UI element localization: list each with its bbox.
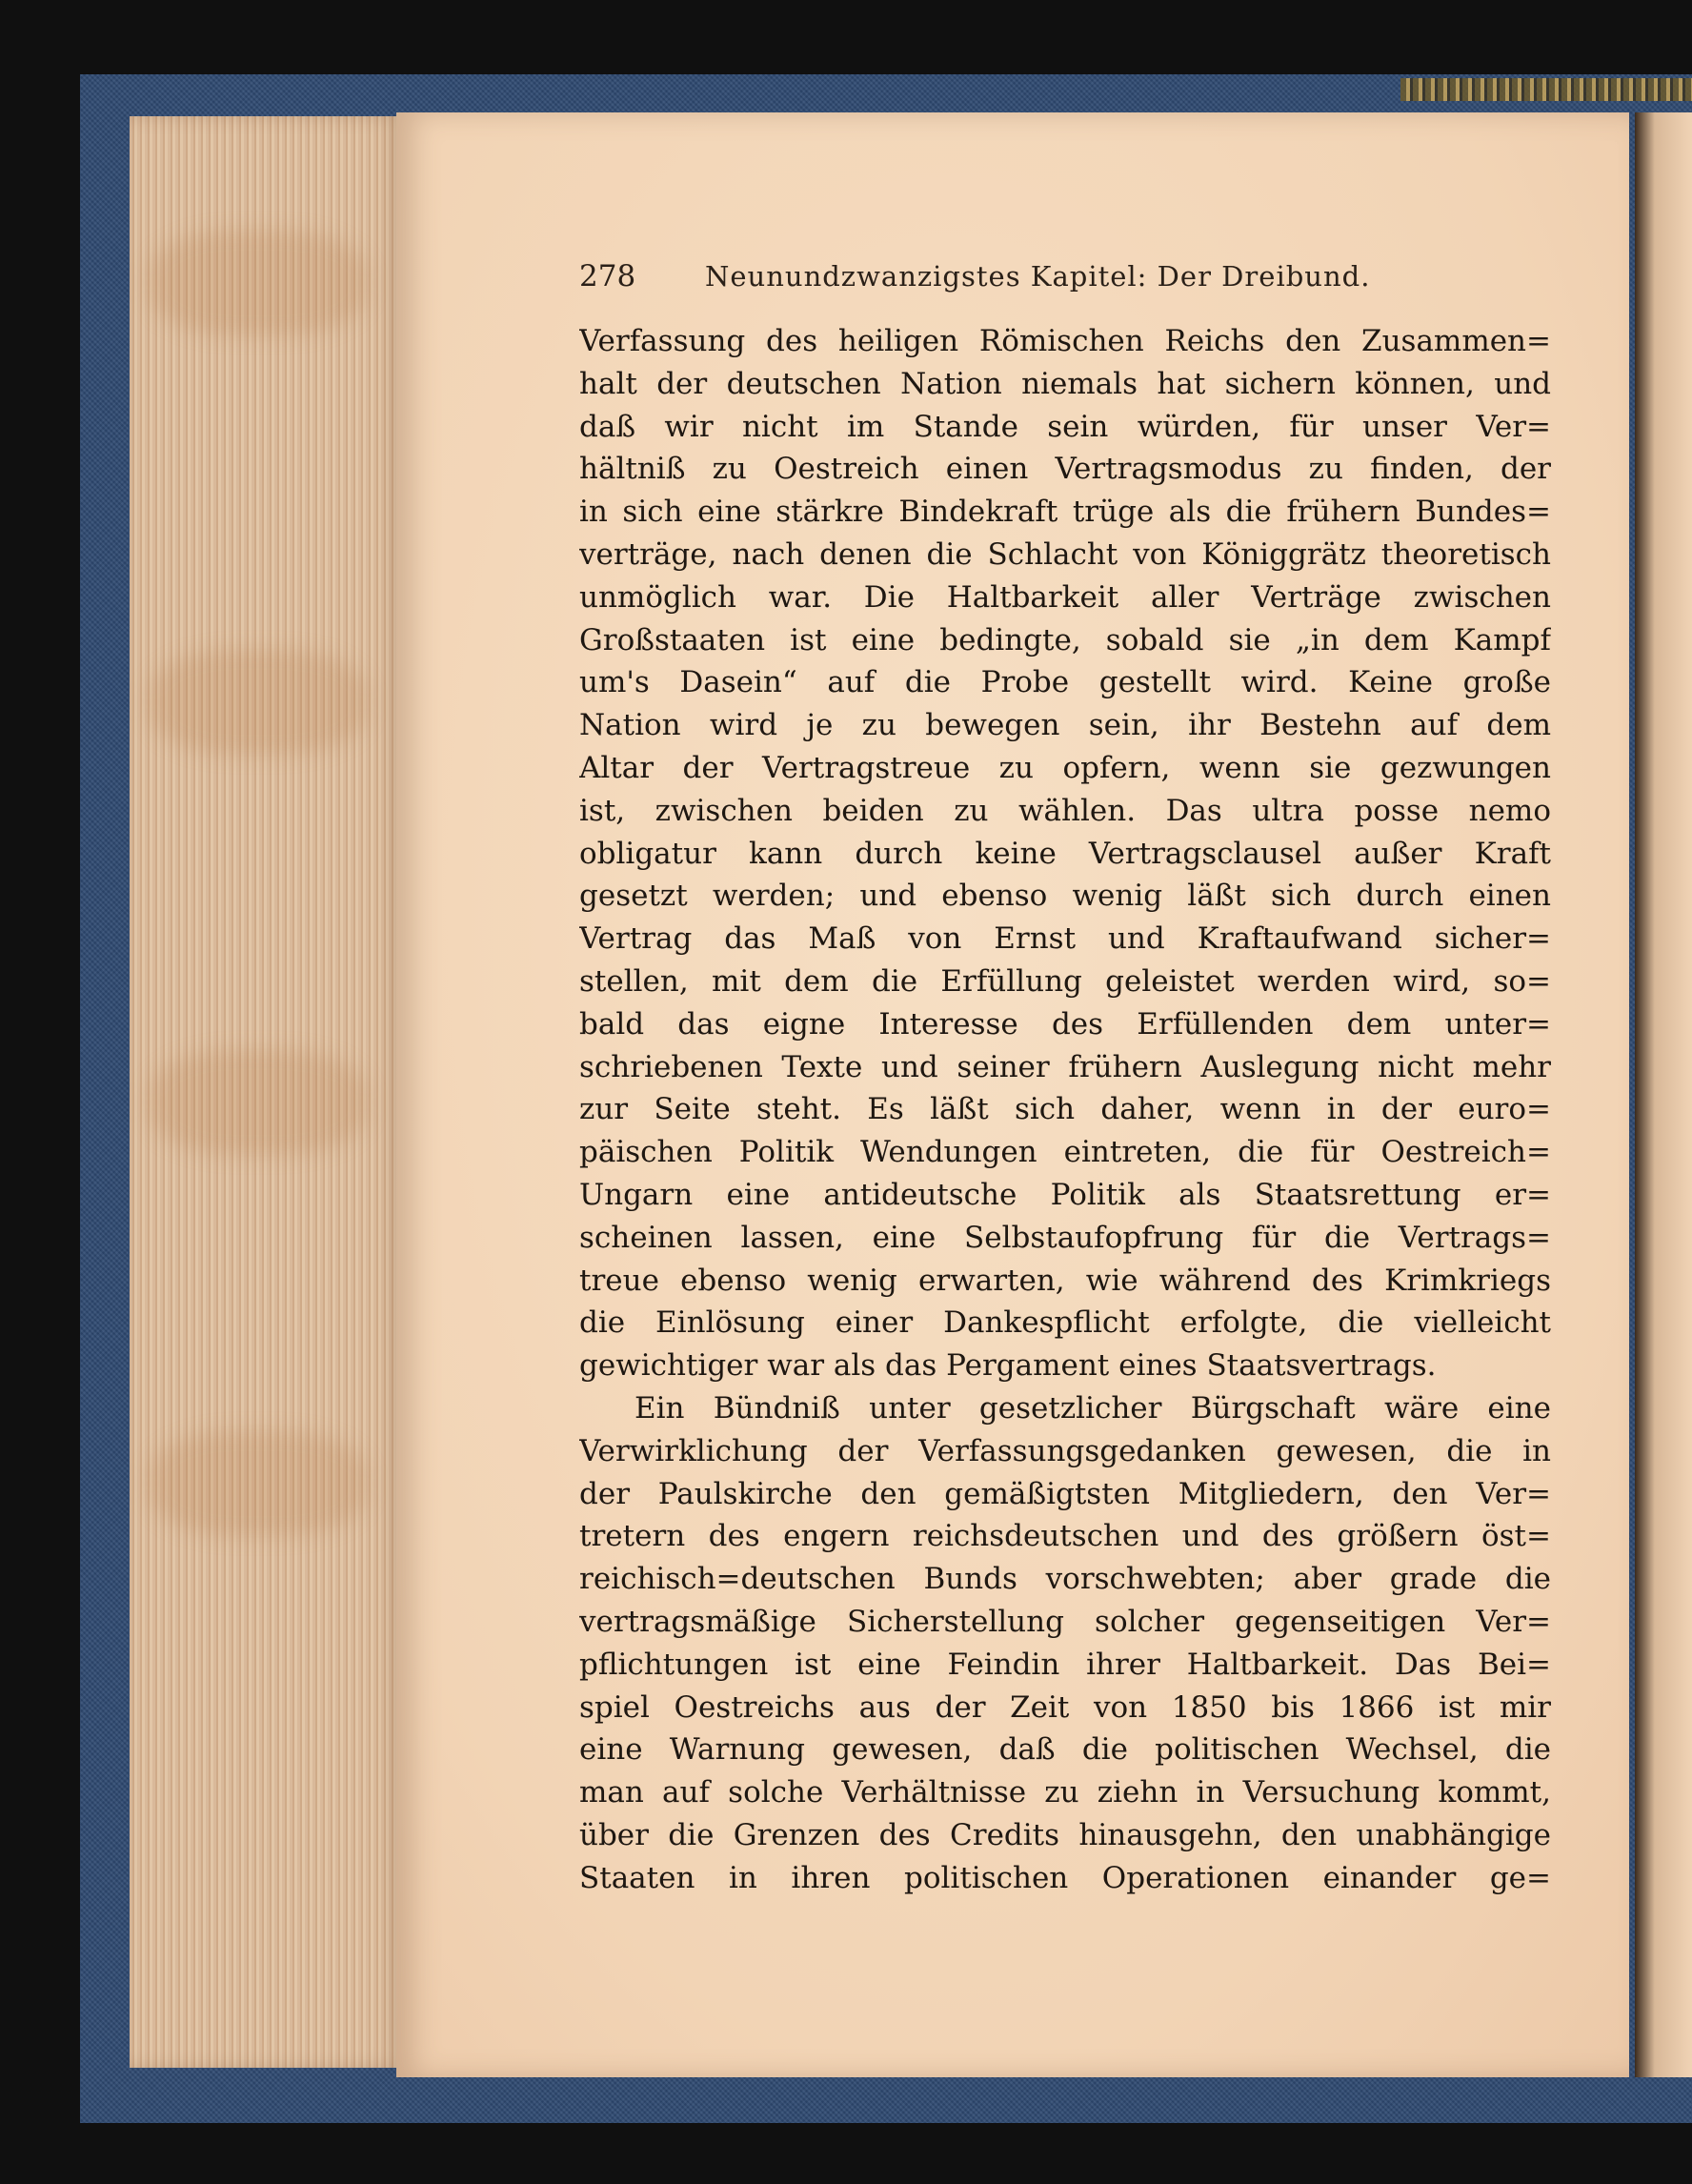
text-line: in sich eine stärkre Bindekraft trüge als die frühern Bundes= (579, 495, 1551, 530)
text-line: über die Grenzen des Credits hinausgehn, den unabhängige (579, 1817, 1551, 1852)
text-line: stellen, mit dem die Erfüllung geleistet werden wird, so= (579, 963, 1551, 999)
page-edges (130, 116, 402, 2068)
text-line: der Paulskirche den gemäßigtsten Mitgliedern, den Ver= (579, 1476, 1551, 1511)
text-line: halt der deutschen Nation niemals hat sichern können, und (579, 366, 1551, 401)
running-head (579, 259, 1376, 297)
facing-page-edge (1635, 112, 1692, 2077)
text-line: bald das eigne Interesse des Erfüllenden dem unter= (579, 1006, 1551, 1041)
text-line: scheinen lassen, eine Selbstaufopfrung für die Vertrags= (579, 1220, 1551, 1255)
text-line: Großstaaten ist eine bedingte, sobald sie „in dem Kampf (579, 622, 1551, 657)
text-line: daß wir nicht im Stande sein würden, für unser Ver= (579, 409, 1551, 444)
text-line: unmöglich war. Die Haltbarkeit aller Verträge zwischen (579, 579, 1551, 615)
text-line: eine Warnung gewesen, daß die politischen Wechsel, die (579, 1732, 1551, 1768)
chapter-title: Neunundzwanzigstes Kapitel: Der Dreibund. (705, 260, 1371, 293)
text-line: spiel Oestreichs aus der Zeit von 1850 bis 1866 ist mir (579, 1689, 1551, 1725)
text-line: die Einlösung einer Dankespflicht erfolgte, die vielleicht (579, 1305, 1551, 1341)
edge-stain (149, 231, 368, 335)
text-line: Ungarn eine antideutsche Politik als Staatsrettung er= (579, 1177, 1551, 1212)
headband (1400, 78, 1692, 101)
text-line: zur Seite steht. Es läßt sich daher, wenn in der euro= (579, 1092, 1551, 1127)
text-line: vertragsmäßige Sicherstellung solcher gegenseitigen Ver= (579, 1604, 1551, 1639)
text-line: Staaten in ihren politischen Operationen einander ge= (579, 1860, 1551, 1895)
text-line: schriebenen Texte und seiner frühern Auslegung nicht mehr (579, 1049, 1551, 1084)
text-line: Ein Bündniß unter gesetzlicher Bürgschaft wäre eine (634, 1390, 1551, 1426)
text-line: Vertrag das Maß von Ernst und Kraftaufwand sicher= (579, 921, 1551, 957)
text-line: obligatur kann durch keine Vertragsclausel außer Kraft (579, 836, 1551, 871)
text-line: pflichtungen ist eine Feindin ihrer Haltbarkeit. Das Bei= (579, 1647, 1551, 1682)
text-line: um's Dasein“ auf die Probe gestellt wird. Keine große (579, 665, 1551, 700)
edge-stain (149, 1431, 368, 1536)
text-line: Verwirklichung der Verfassungsgedanken gewesen, die in (579, 1433, 1551, 1468)
text-line: gesetzt werden; und ebenso wenig läßt sich durch einen (579, 879, 1551, 914)
text-line: Verfassung des heiligen Römischen Reichs den Zusammen= (579, 324, 1551, 358)
text-line: gewichtiger war als das Pergament eines Staatsvertrags. (579, 1348, 1437, 1384)
text-line: treue ebenso wenig erwarten, wie während des Krimkriegs (579, 1263, 1551, 1298)
page-number: 278 (579, 259, 636, 293)
edge-stain (149, 650, 368, 755)
text-line: päischen Politik Wendungen eintreten, die für Oestreich= (579, 1135, 1551, 1170)
body-text (579, 320, 1551, 1899)
text-line: hältniß zu Oestreich einen Vertragsmodus zu finden, der (579, 452, 1551, 487)
edge-stain (149, 1050, 368, 1155)
text-line: tretern des engern reichsdeutschen und des größern öst= (579, 1519, 1551, 1554)
text-line: Altar der Vertragstreue zu opfern, wenn sie gezwungen (579, 750, 1551, 785)
text-line: ist, zwischen beiden zu wählen. Das ultra posse nemo (579, 793, 1551, 828)
text-line: Nation wird je zu bewegen sein, ihr Bestehn auf dem (579, 708, 1551, 743)
text-line: verträge, nach denen die Schlacht von Königgrätz theoretisch (579, 536, 1551, 572)
text-line: reichisch=deutschen Bunds vorschwebten; aber grade die (579, 1562, 1551, 1597)
text-line: man auf solche Verhältnisse zu ziehn in Versuchung kommt, (579, 1775, 1551, 1810)
